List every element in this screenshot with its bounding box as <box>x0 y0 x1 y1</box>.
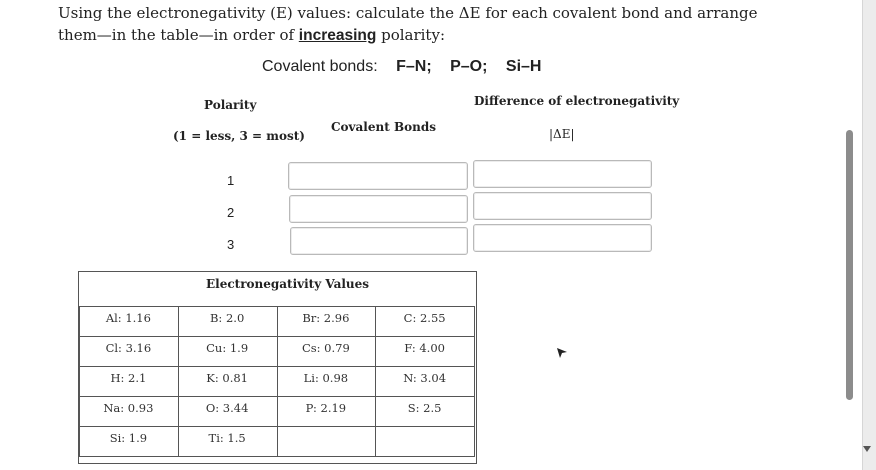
table-cell <box>277 427 376 457</box>
bond-item: F–N; <box>396 58 432 75</box>
table-cell: P: 2.19 <box>277 397 376 427</box>
rank-label: 2 <box>227 205 235 220</box>
covalent-bonds-header: Covalent Bonds <box>331 120 436 134</box>
table-row <box>80 397 475 427</box>
question-text-after: polarity: <box>376 26 445 44</box>
polarity-header: Polarity <box>204 98 257 112</box>
bond-input-2[interactable] <box>289 195 468 223</box>
table-cell: Cl: 3.16 <box>80 337 179 367</box>
scrollbar-track[interactable] <box>863 0 876 470</box>
table-cell: Cs: 0.79 <box>277 337 376 367</box>
table-row <box>80 337 475 367</box>
delta-input-1[interactable] <box>473 160 652 188</box>
difference-header: Difference of electronegativity <box>474 94 680 108</box>
table-row <box>80 307 475 337</box>
table-cell: F: 4.00 <box>376 337 475 367</box>
delta-input-2[interactable] <box>473 192 652 220</box>
delta-input-3[interactable] <box>473 224 652 252</box>
bond-item: Si–H <box>505 58 542 75</box>
question-text-before: Using the electronegativity (E) values: calculate the ΔE for each covalent bond and arrange them—in the table—in order of <box>58 4 758 44</box>
scroll-down-arrow-icon[interactable] <box>863 446 871 452</box>
bond-input-3[interactable] <box>290 227 468 255</box>
question-text <box>58 2 788 47</box>
electronegativity-caption: Electronegativity Values <box>206 277 370 291</box>
table-cell: Ti: 1.5 <box>178 427 277 457</box>
table-cell: B: 2.0 <box>178 307 277 337</box>
table-cell: N: 3.04 <box>376 367 475 397</box>
covalent-bonds-line <box>262 58 541 76</box>
table-cell: O: 3.44 <box>178 397 277 427</box>
table-row <box>80 427 475 457</box>
table-cell: H: 2.1 <box>80 367 179 397</box>
scrollbar-thumb[interactable] <box>846 130 853 400</box>
electronegativity-grid <box>79 306 475 457</box>
rank-label: 3 <box>227 237 235 252</box>
table-cell: Cu: 1.9 <box>178 337 277 367</box>
bond-input-1[interactable] <box>288 162 468 190</box>
rank-label: 1 <box>227 173 235 188</box>
delta-e-subheader: |ΔE| <box>549 127 575 141</box>
table-cell: K: 0.81 <box>178 367 277 397</box>
table-cell: Al: 1.16 <box>80 307 179 337</box>
table-cell <box>376 427 475 457</box>
table-cell: Li: 0.98 <box>277 367 376 397</box>
polarity-subheader: (1 = less, 3 = most) <box>173 129 305 143</box>
table-cell: C: 2.55 <box>376 307 475 337</box>
question-emphasis: increasing <box>298 27 377 44</box>
table-row <box>80 367 475 397</box>
table-cell: Br: 2.96 <box>277 307 376 337</box>
table-cell: Si: 1.9 <box>80 427 179 457</box>
table-cell: S: 2.5 <box>376 397 475 427</box>
electronegativity-table <box>78 271 477 464</box>
covalent-bonds-label: Covalent bonds: <box>262 58 378 75</box>
bond-item: P–O; <box>450 58 488 75</box>
mouse-pointer-icon <box>556 347 568 359</box>
table-cell: Na: 0.93 <box>80 397 179 427</box>
